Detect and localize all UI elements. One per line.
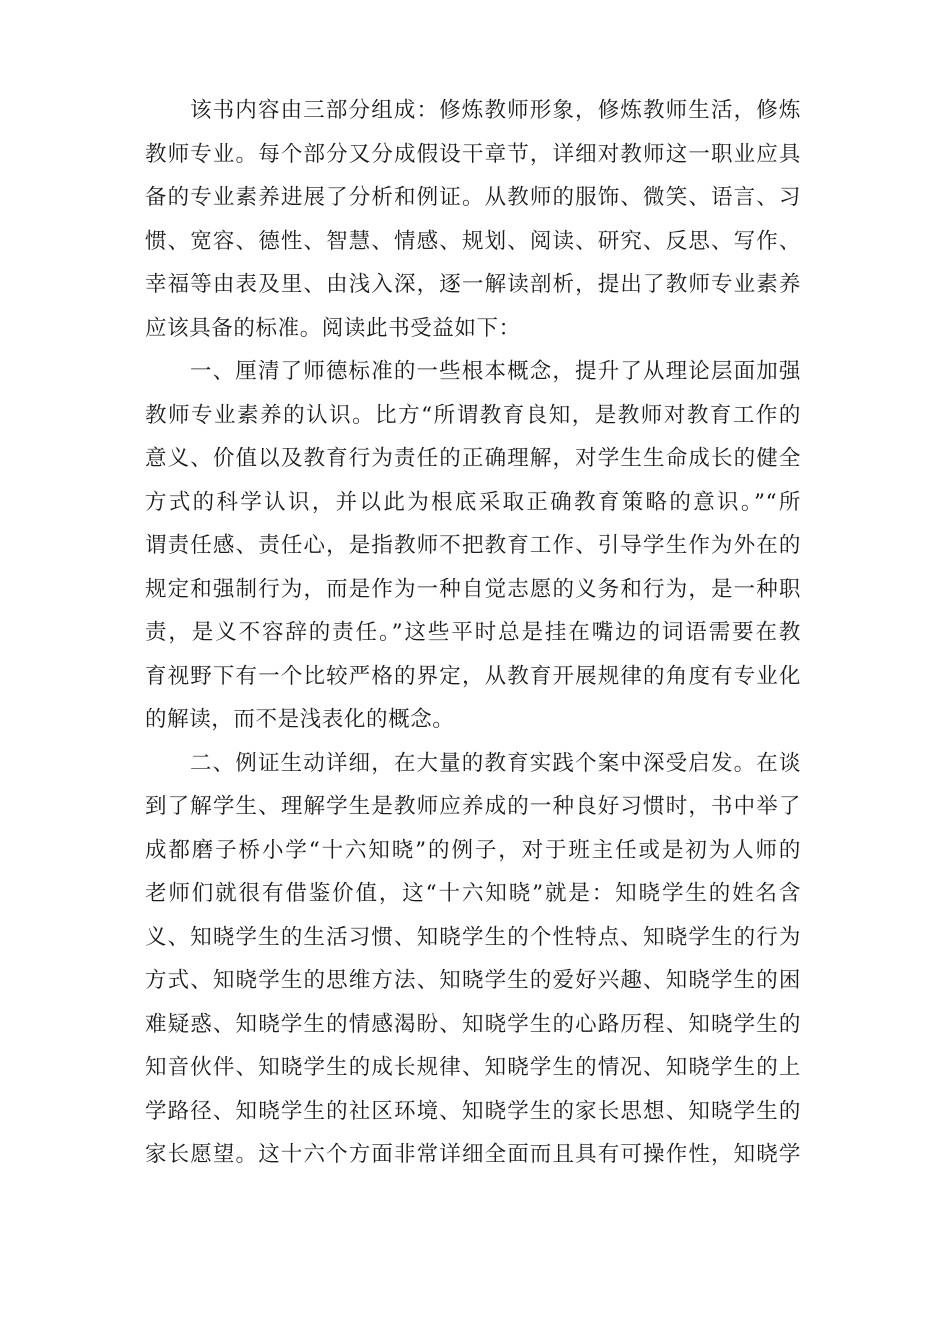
text-line: 教师专业。每个部分又分成假设干章节，详细对教师这一职业应具 xyxy=(145,141,801,167)
paragraph xyxy=(145,350,801,742)
text-line: 责，是义不容辞的责任。”这些平时总是挂在嘴边的词语需要在教 xyxy=(145,620,801,645)
text-line: 方式、知晓学生的思维方法、知晓学生的爱好兴趣、知晓学生的困 xyxy=(145,968,801,993)
text-line: 规定和强制行为，而是作为一种自觉志愿的义务和行为，是一种职 xyxy=(145,576,801,602)
text-line: 知音伙伴、知晓学生的成长规律、知晓学生的情况、知晓学生的上 xyxy=(145,1055,801,1080)
text-line: 老师们就很有借鉴价值，这“十六知晓”就是：知晓学生的姓名含 xyxy=(145,881,801,906)
text-line: 一、厘清了师德标准的一些根本概念，提升了从理论层面加强 xyxy=(190,359,801,384)
text-line: 的解读，而不是浅表化的概念。 xyxy=(145,707,455,732)
text-line: 学路径、知晓学生的社区环境、知晓学生的家长思想、知晓学生的 xyxy=(145,1098,801,1124)
text-line: 惯、宽容、德性、智慧、情感、规划、阅读、研究、反思、写作、 xyxy=(145,228,801,254)
text-line: 二、例证生动详细，在大量的教育实践个案中深受启发。在谈 xyxy=(190,750,801,776)
text-line: 方式的科学认识，并以此为根底采取正确教育策略的意识。”“所 xyxy=(145,489,801,515)
text-line: 该书内容由三部分组成：修炼教师形象，修炼教师生活，修炼 xyxy=(190,98,801,123)
paragraph xyxy=(145,89,801,350)
text-line: 幸福等由表及里、由浅入深，逐一解读剖析，提出了教师专业素养 xyxy=(145,272,801,297)
text-line: 谓责任感、责任心，是指教师不把教育工作、引导学生作为外在的 xyxy=(145,533,801,558)
text-line: 应该具备的标准。阅读此书受益如下： xyxy=(145,315,521,341)
document-body xyxy=(145,89,801,1177)
text-line: 意义、价值以及教育行为责任的正确理解，对学生生命成长的健全 xyxy=(145,446,801,471)
text-line: 义、知晓学生的生活习惯、知晓学生的个性特点、知晓学生的行为 xyxy=(145,924,801,950)
text-line: 到了解学生、理解学生是教师应养成的一种良好习惯时，书中举了 xyxy=(145,794,801,819)
paragraph xyxy=(145,742,801,1177)
text-line: 难疑惑、知晓学生的情感渴盼、知晓学生的心路历程、知晓学生的 xyxy=(145,1011,801,1037)
text-line: 成都磨子桥小学“十六知晓”的例子，对于班主任或是初为人师的 xyxy=(145,837,801,863)
text-line: 育视野下有一个比较严格的界定，从教育开展规律的角度有专业化 xyxy=(145,663,801,689)
text-line: 家长愿望。这十六个方面非常详细全面而且具有可操作性，知晓学 xyxy=(145,1142,801,1167)
text-line: 教师专业素养的认识。比方“所谓教育良知，是教师对教育工作的 xyxy=(145,402,801,428)
text-line: 备的专业素养进展了分析和例证。从教师的服饰、微笑、语言、习 xyxy=(145,185,801,210)
